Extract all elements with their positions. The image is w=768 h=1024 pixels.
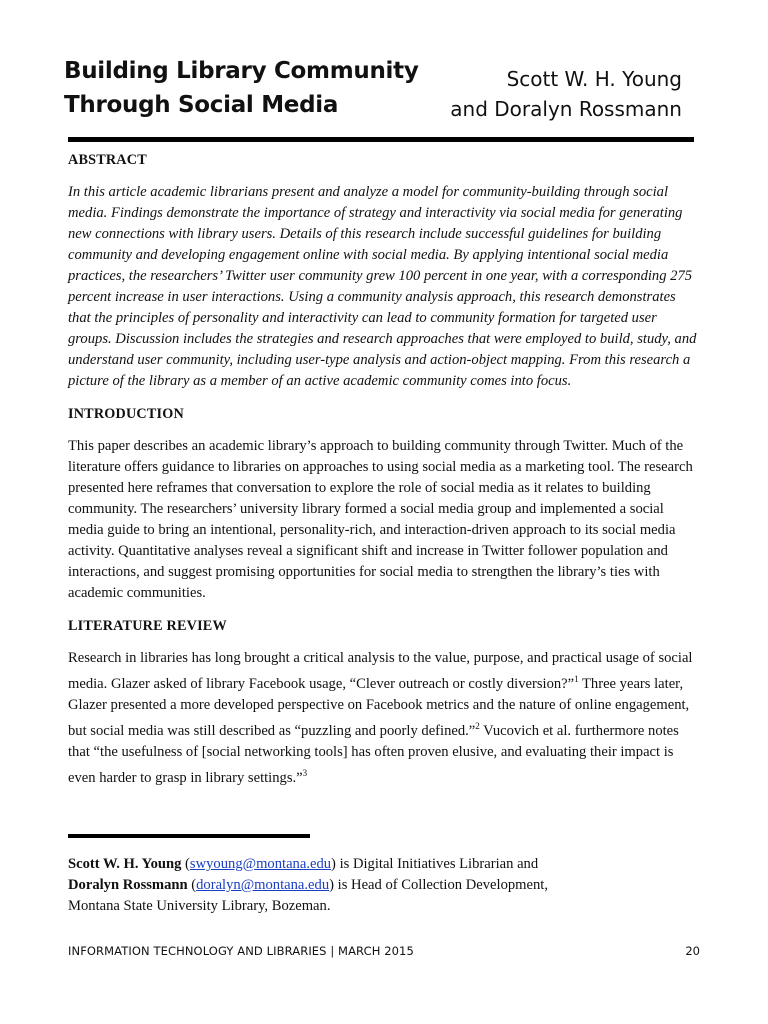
footnote-ref-3[interactable]: 3 bbox=[302, 767, 308, 778]
author-line-2: and Doralyn Rossmann bbox=[450, 97, 682, 121]
author2-name: Doralyn Rossmann bbox=[68, 877, 188, 893]
footnote-divider bbox=[68, 834, 310, 838]
author1-email-link[interactable]: swyoung@montana.edu bbox=[189, 856, 332, 872]
literature-review-heading: LITERATURE REVIEW bbox=[68, 618, 227, 634]
title-line-1: Building Library Community bbox=[64, 58, 419, 84]
article-authors bbox=[382, 64, 682, 124]
article-body bbox=[68, 150, 698, 801]
abstract-heading: ABSTRACT bbox=[68, 152, 147, 168]
footnote-ref-2[interactable]: 2 bbox=[475, 720, 480, 731]
lit-review-text-part3: Vucovich et al. furthermore notes that “the usefulness of [social networking tools] has often proven elusive, and evaluating their impact is even harder to grasp in library settings.” bbox=[68, 722, 679, 786]
title-line-2: Through Social Media bbox=[64, 92, 339, 118]
author1-name: Scott W. H. Young bbox=[68, 856, 182, 872]
introduction-text: This paper describes an academic library’s approach to building community through Twitter. Much of the literature offers guidance to libraries on approaches to using social media as a marketing tool. The research presented here reframes that conversation to explore the role of social media as it relates to building community. The researchers’ university library formed a social media group and implemented a social media guide to bring an intentional, personality-rich, and interaction-driven approach to its social media activity. Quantitative analyses reveal a significant shift and increase in Twitter follower population and interactions, and suggest promising opportunities for social media to strengthen the library’s ties with academic communities. bbox=[68, 438, 693, 601]
author-line-1: Scott W. H. Young bbox=[506, 67, 682, 91]
introduction-heading: INTRODUCTION bbox=[68, 406, 184, 422]
page-number: 20 bbox=[685, 944, 700, 958]
lit-review-text-part2: Three years later, Glazer presented a more developed perspective on Facebook metrics and the nature of online engagement, but social media was still described as “puzzling and poorly defined.” bbox=[68, 675, 690, 739]
header-divider bbox=[68, 137, 694, 142]
author2-email-link[interactable]: doralyn@montana.edu bbox=[196, 877, 330, 893]
literature-review-text bbox=[68, 648, 698, 789]
lit-review-text-part1: Research in libraries has long brought a critical analysis to the value, purpose, and practical usage of social media. Glazer asked of library Facebook usage, “Clever outreach or costly diversion?” bbox=[68, 650, 693, 692]
footnote-affiliation: Montana State University Library, Bozeman. bbox=[68, 898, 331, 914]
abstract-text: In this article academic librarians present and analyze a model for community-building through social media. Findings demonstrate the importance of strategy and interactivity via social media for generating new connections with library users. Details of this research include successful guidelines for building community and developing engagement online with social media. By applying intentional social media practices, the researchers’ Twitter user community grew 100 percent in one year, with a corresponding 275 percent increase in user interactions. Using a community analysis approach, this research demonstrates that the principles of personality and interactivity can lead to community formation for targeted user groups. Discussion includes the strategies and research approaches that were employed to build, study, and understand user community, including user-type analysis and action-object mapping. From this research a picture of the library as a member of an active academic community comes into focus. bbox=[68, 184, 697, 389]
author2-role: is Head of Collection Development, bbox=[334, 877, 548, 893]
journal-footer: INFORMATION TECHNOLOGY AND LIBRARIES | MARCH 2015 bbox=[68, 944, 414, 958]
footnote-line-2: Doralyn Rossmann (doralyn@montana.edu) is Head of Collection Development, bbox=[68, 877, 548, 893]
author1-role: is Digital Initiatives Librarian and bbox=[335, 856, 539, 872]
footnote-ref-1[interactable]: 1 bbox=[574, 674, 579, 684]
author-footnote bbox=[68, 854, 698, 917]
footnote-line-1: Scott W. H. Young (swyoung@montana.edu) is Digital Initiatives Librarian and bbox=[68, 856, 539, 872]
